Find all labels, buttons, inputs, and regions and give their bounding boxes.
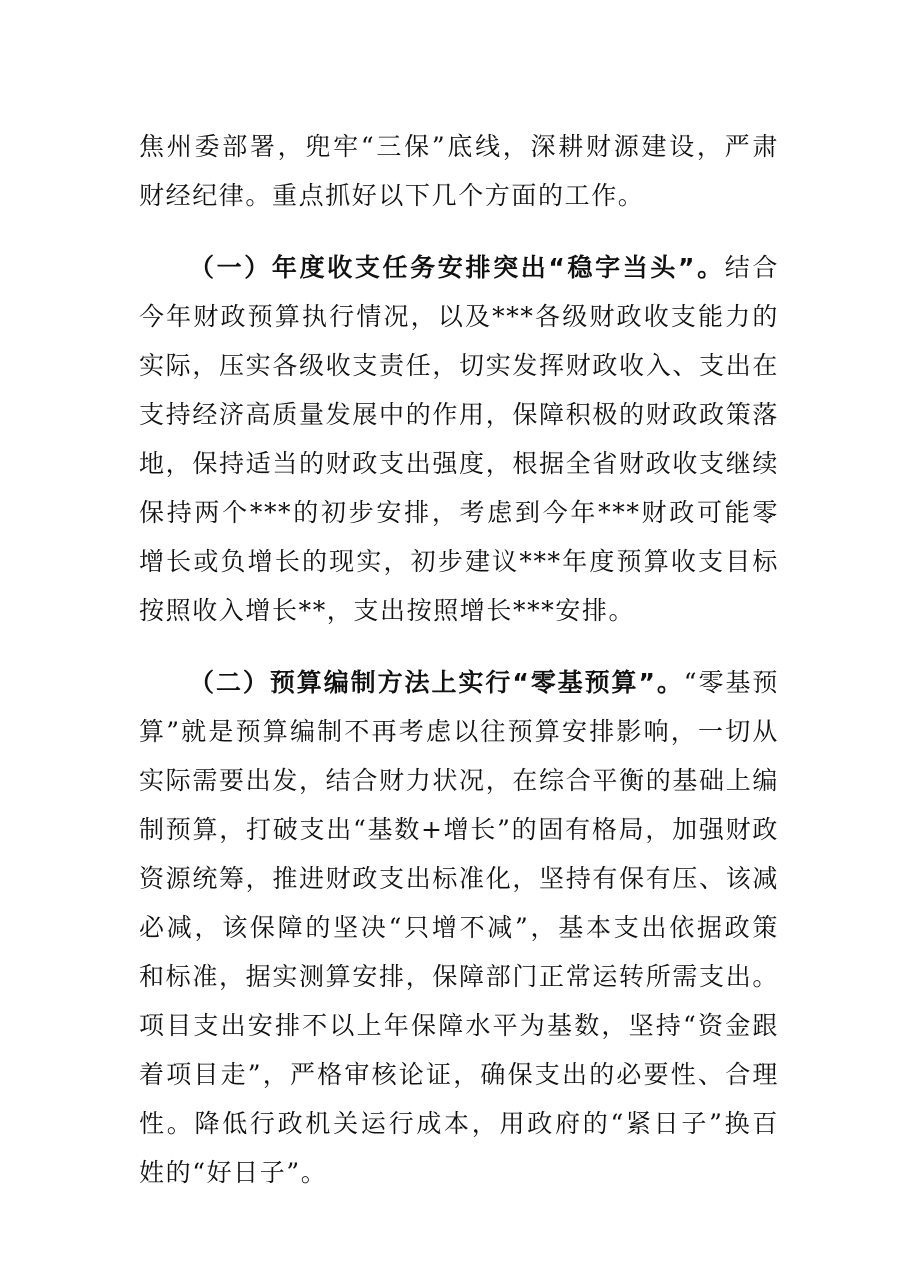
section-2-heading: （二）预算编制方法上实行“零基预算”。 bbox=[189, 668, 684, 697]
section-1-body: 结合今年财政预算执行情况，以及***各级财政收支能力的实际，压实各级收支责任，切实发挥财政收入、支出在支持经济高质量发展中的作用，保障积极的财政政策落地，保持适当的财政支出强度，根据全省财政收支继续保持两个***的初步安排，考虑到今年***财政可能零增长或负增长的现实，初步建议***年度预算收支目标按照收入增长**，支出按照增长***安排。 bbox=[139, 253, 779, 625]
document-body bbox=[139, 122, 779, 1197]
intro-paragraph: 焦州委部署，兜牢“三保”底线，深耕财源建设，严肃财经纪律。重点抓好以下几个方面的工作。 bbox=[139, 132, 779, 210]
paragraph-spacing bbox=[139, 635, 779, 658]
section-1-paragraph bbox=[139, 243, 779, 635]
section-2-paragraph bbox=[139, 658, 779, 1197]
paragraph-spacing bbox=[139, 220, 779, 243]
section-2-body: “零基预算”就是预算编制不再考虑以往预算安排影响，一切从实际需要出发，结合财力状况，在综合平衡的基础上编制预算，打破支出“基数+增长”的固有格局，加强财政资源统筹，推进财政支出标准化，坚持有保有压、该减必减，该保障的坚决“只增不减”，基本支出依据政策和标准，据实测算安排，保障部门正常运转所需支出。项目支出安排不以上年保障水平为基数，坚持“资金跟着项目走”，严格审核论证，确保支出的必要性、合理性。降低行政机关运行成本，用政府的“紧日子”换百姓的“好日子”。 bbox=[139, 668, 779, 1187]
section-1-heading: （一）年度收支任务安排突出“稳字当头”。 bbox=[189, 253, 725, 282]
